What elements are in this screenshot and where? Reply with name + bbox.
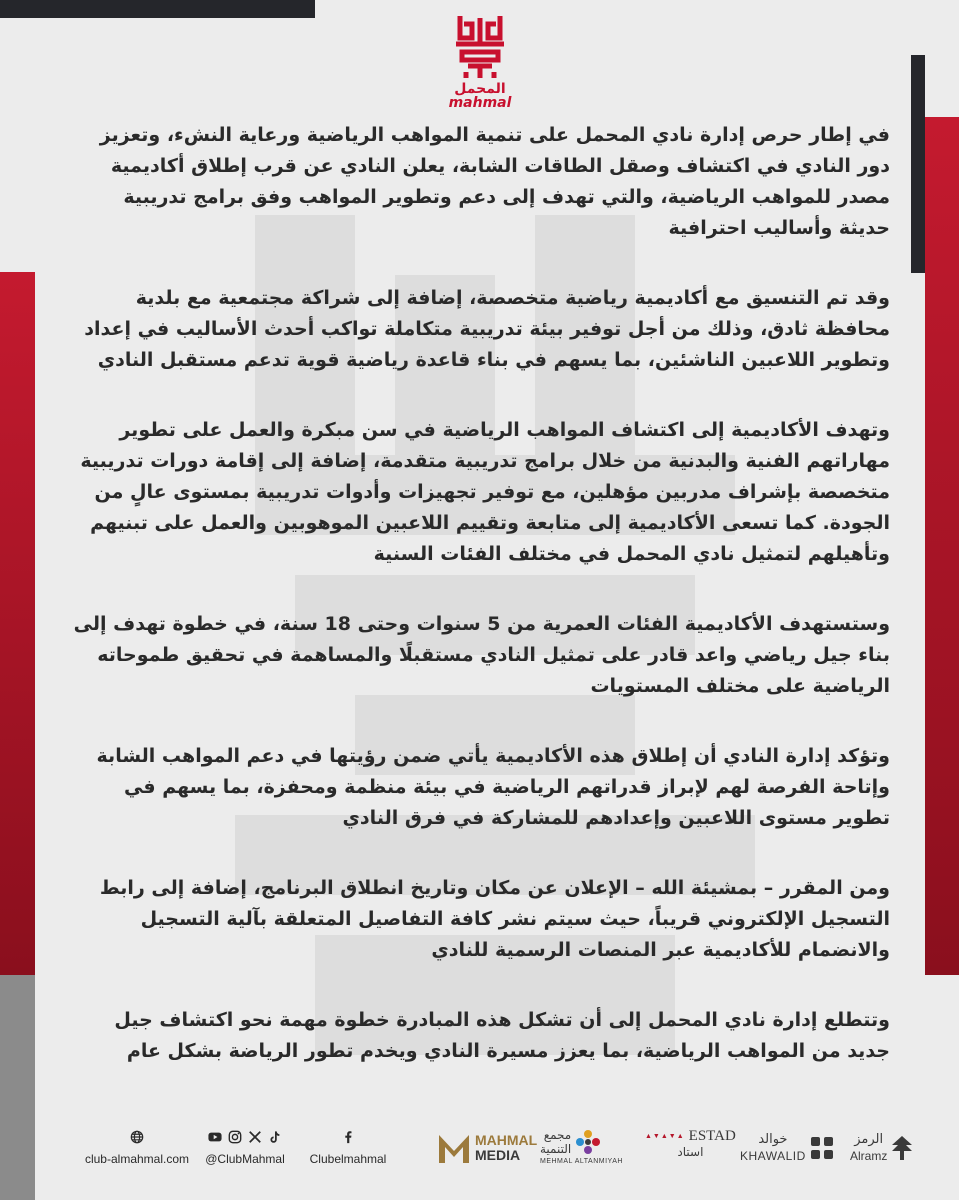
logo-english-text: mahmal [448,95,512,111]
estad-triangles-icon: ▲▼▲▼▲ [645,1133,685,1140]
sponsor-khawalid [740,1128,834,1168]
paragraph-4: وستستهدف الأكاديمية الفئات العمرية من 5 سنوات وحتى 18 سنة، في خطوة تهدف إلى بناء جيل رياضي واعد قادر على تمثيل النادي مستقبلًا والمساهمة في تحقيق طموحاته الرياضية على مختلف المستويات [73,613,890,697]
sponsor-tanmiyah [540,1128,623,1168]
facebook-text: Clubelmahmal [309,1152,387,1166]
estad-en: ESTAD [688,1128,736,1144]
left-gray-bar [0,975,35,1200]
mahmal-logo [440,14,520,114]
tanmiyah-en: MEHMAL ALTANMIYAH [540,1158,623,1165]
facebook-link[interactable] [302,1128,394,1166]
left-red-bar [0,272,35,975]
mahmal-media-line1: MAHMAL [475,1132,538,1148]
website-text: club-almahmal.com [84,1152,190,1166]
tanmiyah-ar-line1: مجمع [543,1128,572,1142]
khawalid-ar: خوالد [758,1132,788,1147]
youtube-icon [208,1130,222,1144]
tiktok-icon [268,1130,282,1144]
globe-icon [130,1130,144,1144]
mahmal-logo-icon [452,14,508,80]
right-dark-bar [911,55,925,273]
social-handle-link[interactable] [192,1128,298,1166]
handle-text: @ClubMahmal [205,1152,285,1166]
mahmal-media-line2: MEDIA [475,1147,521,1163]
mahmal-media-m-icon [437,1131,471,1165]
x-twitter-icon [248,1130,262,1144]
sponsor-mahmal-media [437,1128,537,1168]
website-link[interactable] [82,1128,192,1166]
paragraph-1: في إطار حرص إدارة نادي المحمل على تنمية المواهب الرياضية ورعاية النشء، وتعزيز دور النادي في اكتشاف وصقل الطاقات الشابة، يعلن النادي عن قرب إطلاق أكاديمية مصدر للمواهب الرياضية، والتي تهدف إلى دعم وتطوير المواهب وفق برامج تدريبية حديثة وأساليب احترافية [99,124,890,239]
right-red-bar [925,117,959,975]
tanmiyah-ar-line2: التنمية [540,1142,572,1156]
sponsor-estad [645,1128,736,1168]
alramz-ar: الرمز [854,1132,884,1147]
alramz-tree-icon [890,1135,914,1161]
alramz-en: Alramz [850,1149,888,1163]
khawalid-en: KHAWALID [740,1149,806,1163]
paragraph-6: ومن المقرر – بمشيئة الله – الإعلان عن مكان وتاريخ انطلاق البرنامج، إضافة إلى رابط التسجيل الإلكتروني قريباً، حيث سيتم نشر كافة التفاصيل المتعلقة بآلية التسجيل والانضمام للأكاديمية عبر المنصات الرسمية للنادي [99,877,890,961]
paragraph-7: وتتطلع إدارة نادي المحمل إلى أن تشكل هذه المبادرة خطوة مهمة نحو اكتشاف جيل جديد من المواهب الرياضية، بما يعزز مسيرة النادي ويخدم تطور الرياضة بشكل عام [114,1009,890,1062]
khawalid-mark-icon [810,1136,834,1160]
sponsor-alramz [850,1128,914,1168]
paragraph-3: وتهدف الأكاديمية إلى اكتشاف المواهب الرياضية في سن مبكرة والعمل على تطوير مهاراتهم الفنية والبدنية من خلال برامج تدريبية متقدمة، إضافة إلى إقامة دورات تدريبية متخصصة بإشراف مدربين مؤهلين، مع توفير تجهيزات وأدوات تدريبية بمستوى عالٍ من الجودة. كما تسعى الأكاديمية إلى متابعة وتقييم اللاعبين الموهوبين والعمل على تبنيهم وتأهيلهم لتمثيل نادي المحمل في مختلف الفئات السنية [80,419,890,565]
facebook-icon [341,1130,355,1144]
logo-arabic-text: المحمل [454,81,506,97]
estad-ar: استاد [677,1145,704,1159]
top-left-dark-bar [0,0,315,18]
tanmiyah-flower-icon [575,1129,601,1155]
paragraph-2: وقد تم التنسيق مع أكاديمية رياضية متخصصة، إضافة إلى شراكة مجتمعية مع بلدية محافظة ثادق، وذلك من أجل توفير بيئة تدريبية متكاملة تواكب أحدث الأساليب في إعداد وتطوير اللاعبين الناشئين، بما يسهم في بناء قاعدة رياضية قوية تدعم مستقبل النادي [84,287,890,371]
announcement-body [70,120,890,1106]
instagram-icon [228,1130,242,1144]
paragraph-5: وتؤكد إدارة النادي أن إطلاق هذه الأكاديمية يأتي ضمن رؤيتها في دعم المواهب الشابة وإتاحة الفرصة لهم لإبراز قدراتهم الرياضية في بيئة منظمة ومحفزة، بما يسهم في تطوير مستوى اللاعبين وإعدادهم للمشاركة في فرق النادي [96,745,890,829]
